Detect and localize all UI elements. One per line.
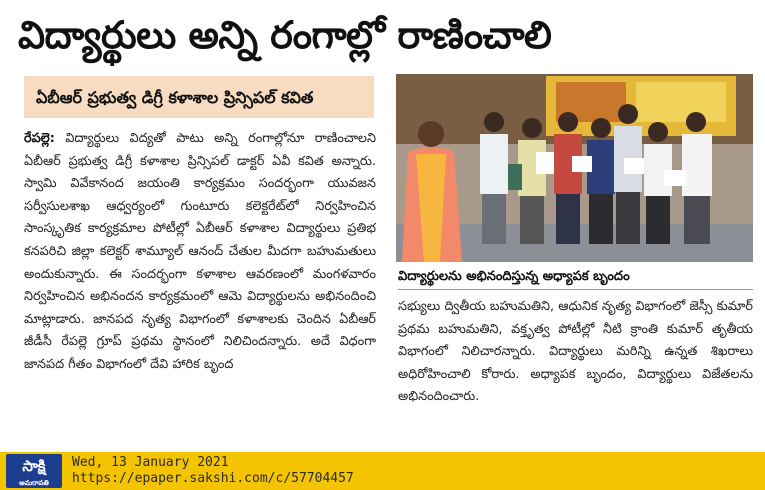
article-column-left	[24, 128, 376, 446]
logo-edition: అమరావతి	[19, 479, 49, 487]
sakshi-logo	[6, 454, 62, 488]
headline: విద్యార్థులు అన్ని రంగాల్లో రాణించాలి	[18, 13, 552, 57]
group-photo-illustration	[396, 74, 753, 262]
caption-divider	[398, 289, 753, 290]
article-text-left: విద్యార్థులు విద్యతో పాటు అన్ని రంగాల్లోనూ రాణించాలని ఏబీఆర్ ప్రభుత్వ డిగ్రీ కళాశాల ప్రిన్సిపల్ డాక్టర్ ఏవీ కవిత అన్నారు. స్వామి వివేకానంద జయంతి కార్యక్రమం సందర్భంగా యువజన సర్వీసులశాఖ ఆధ్వర్యంలో గుంటూరు కలెక్టరేట్‌లో నిర్వహించిన సాంస్కృతిక కార్యక్రమాల పోటీల్లో ఏబీఆర్ కళాశాల విద్యార్థులు ప్రతిభ కనపరిచి జిల్లా కలెక్టర్ శామ్యూల్ ఆనంద్ చేతుల మీదగా బహుమతులు అందుకున్నారు. ఈ సందర్భంగా కళాశాల ఆవరణంలో మంగళవారం నిర్వహించిన అభినందన కార్యక్రమంలో ఆమె విద్యార్థులను అభినందించి మాట్లాడారు. జానపద నృత్య విభాగంలో కళాశాలకు చెందిన ఏబీఆర్ జీడీసీ రేపల్లె గ్రూప్ ప్రథమ స్థానంలో నిలిచిందన్నారు. అదే విధంగా జానపద గీతం విభాగంలో దేవి హారిక బృంద	[24, 131, 376, 372]
dateline: రేపల్లె:	[24, 131, 55, 146]
subheadline: ఏబీఆర్ ప్రభుత్వ డిగ్రీ కళాశాల ప్రిన్సిపల్ కవిత	[36, 88, 314, 107]
news-photo	[396, 74, 753, 262]
article-paragraph	[24, 128, 376, 377]
photo-caption: విద్యార్థులను అభినందిస్తున్న అధ్యాపక బృందం	[398, 269, 630, 284]
logo-text: సాక్షి	[22, 457, 46, 475]
article-column-right	[398, 296, 753, 446]
article-text-right: సభ్యులు ద్వితీయ బహుమతిని, ఆధునిక నృత్య విభాగంలో జెస్సీ కుమార్ ప్రథమ బహుమతిని, వక్తృత్వ పోటీల్లో నీటి క్రాంతి కుమార్ తృతీయ విభాగంలో నిలిచారన్నారు. విద్యార్థులు మరిన్ని ఉన్నత శిఖరాలు అధిరోహించాలి కోరారు. అధ్యాపక బృందం, విద్యార్థులు విజేతలను అభినందించారు.	[398, 299, 753, 405]
publish-date: Wed, 13 January 2021	[72, 455, 229, 470]
epaper-url[interactable]: https://epaper.sakshi.com/c/57704457	[72, 471, 354, 486]
